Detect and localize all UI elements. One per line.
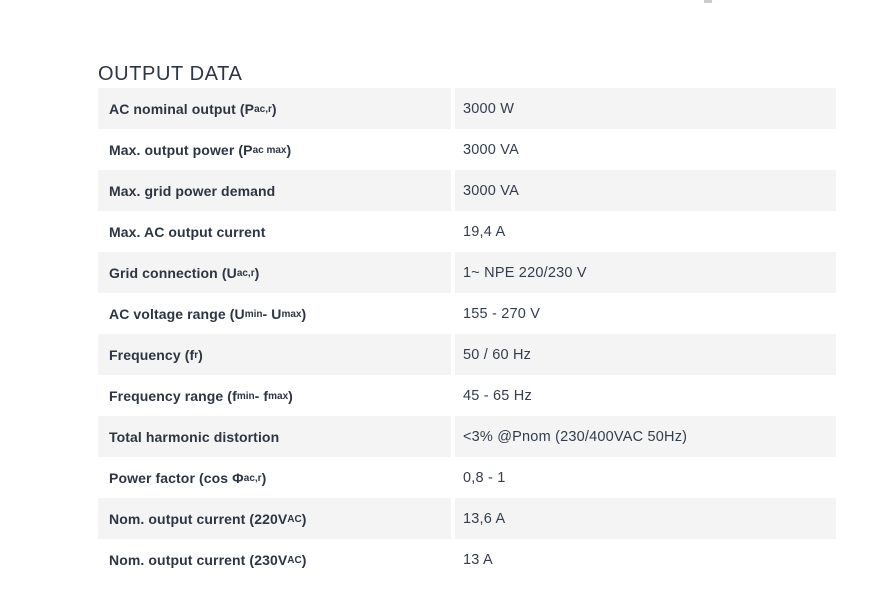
- table-row: [98, 334, 836, 375]
- table-row: [98, 375, 836, 416]
- spec-label-cell: Max. AC output current: [98, 211, 451, 252]
- spec-label-cell: AC voltage range (U $_{min}$ - U $_{max}$ ): [98, 293, 451, 334]
- spec-label-cell: Max. output power (P $_{ac max}$ ): [98, 129, 451, 170]
- spec-label-cell: Frequency range (f $_{min}$ - f $_{max}$ ): [98, 375, 451, 416]
- spec-label-cell: Max. grid power demand: [98, 170, 451, 211]
- spec-value-cell: 1~ NPE 220/230 V: [455, 252, 836, 293]
- spec-value-cell: 3000 VA: [455, 170, 836, 211]
- spec-value-cell: 13 A: [455, 539, 836, 580]
- table-row: [98, 129, 836, 170]
- section-title: OUTPUT DATA: [98, 62, 243, 85]
- table-row: [98, 88, 836, 129]
- table-row: [98, 539, 836, 580]
- spec-label-cell: Nom. output current (230V $_{AC}$ ): [98, 539, 451, 580]
- spec-label-cell: Grid connection (U $_{ac,r}$ ): [98, 252, 451, 293]
- spec-value-cell: 50 / 60 Hz: [455, 334, 836, 375]
- spec-value-cell: 45 - 65 Hz: [455, 375, 836, 416]
- spec-table: [98, 88, 836, 580]
- spec-value-cell: 19,4 A: [455, 211, 836, 252]
- table-row: [98, 170, 836, 211]
- spec-label-cell: Nom. output current (220V $_{AC}$ ): [98, 498, 451, 539]
- table-row: [98, 211, 836, 252]
- spec-value-cell: <3% @Pnom (230/400VAC 50Hz): [455, 416, 836, 457]
- table-row: [98, 457, 836, 498]
- spec-value-cell: 3000 W: [455, 88, 836, 129]
- table-row: [98, 252, 836, 293]
- table-row: [98, 498, 836, 539]
- spec-value-cell: 3000 VA: [455, 129, 836, 170]
- spec-label-cell: AC nominal output (P $_{ac,r}$ ): [98, 88, 451, 129]
- spec-label-cell: Power factor (cos Φ $_{ac,r}$ ): [98, 457, 451, 498]
- table-row: [98, 293, 836, 334]
- spec-value-cell: 0,8 - 1: [455, 457, 836, 498]
- table-row: [98, 416, 836, 457]
- spec-label-cell: Total harmonic distortion: [98, 416, 451, 457]
- spec-label-cell: Frequency (f $_r$ ): [98, 334, 451, 375]
- page-edge-artifact: [704, 0, 712, 3]
- spec-value-cell: 13,6 A: [455, 498, 836, 539]
- spec-value-cell: 155 - 270 V: [455, 293, 836, 334]
